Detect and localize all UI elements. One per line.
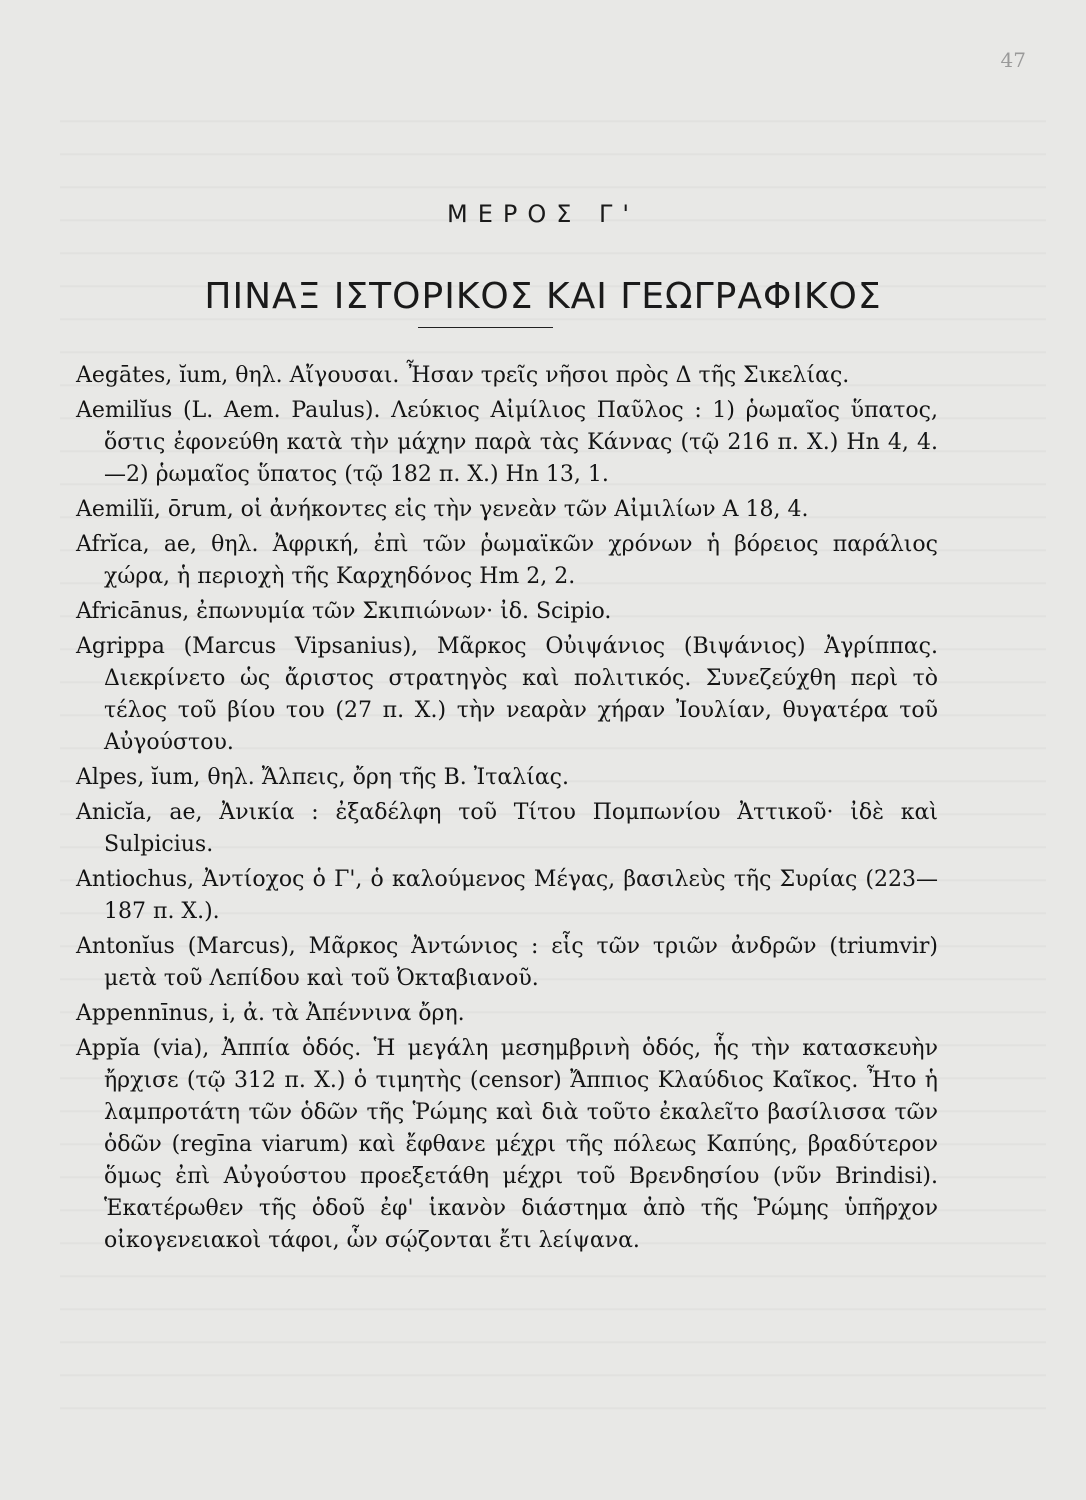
page-title: ΠΙΝΑΞ ΙΣΤΟΡΙΚΟΣ ΚΑΙ ΓΕΩΓΡΑΦΙΚΟΣ [204,276,882,318]
glossary-entry-agrippa: Agrippa (Marcus Vipsanius), Μᾶρκος Οὐιψάνιος (Βιψάνιος) Ἀγρίππας. Διεκρίνετο ὡς ἄριστος στρατηγὸς καὶ πολιτικός. Συνεζεύχθη περὶ τὸ τέλος τοῦ βίου του (27 π. Χ.) τὴν νεαρὰν χήραν Ἰουλίαν, θυγατέρα τοῦ Αὐγούστου. [76,634,938,755]
glossary-entry-anicia: Anicĭa, ae, Ἀνικία : ἐξαδέλφη τοῦ Τίτου Πομπωνίου Ἀττικοῦ· ἰδὲ καὶ Sulpicius. [76,800,938,857]
part-label: ΜΕΡΟΣ Γ' [447,200,639,228]
glossary-entry-appia: Appĭa (via), Ἀππία ὁδός. Ἡ μεγάλη μεσημβρινὴ ὁδός, ἧς τὴν κατασκευὴν ἤρχισε (τῷ 312 π. Χ.) ὁ τιμητὴς (censor) Ἄππιος Κλαύδιος Καῖκος. Ἦτο ἡ λαμπροτάτη τῶν ὁδῶν τῆς Ῥώμης καὶ διὰ τοῦτο ἐκαλεῖτο βασίλισσα τῶν ὁδῶν (regīna viarum) καὶ ἔφθανε μέχρι τῆς πόλεως Καπύης, βραδύτερον ὅμως ἐπὶ Αὐγούστου προεξετάθη μέχρι τοῦ Βρενδησίου (νῦν Brindisi). Ἑκατέρωθεν τῆς ὁδοῦ ἐφ' ἱκανὸν διάστημα ἀπὸ τῆς Ῥώμης ὑπῆρχον οἰκογενειακοὶ τάφοι, ὧν σῴζονται ἔτι λείψανα. [76,1036,938,1253]
glossary-entries [76,360,938,1260]
glossary-entry-aegates: Aegātes, ĭum, θηλ. Αἴγουσαι. Ἦσαν τρεῖς νῆσοι πρὸς Δ τῆς Σικελίας. [76,363,850,388]
glossary-entry-africanus: Africānus, ἐπωνυμία τῶν Σκιπιώνων· ἰδ. Scipio. [76,599,612,624]
glossary-entry-alpes: Alpes, ĭum, θηλ. Ἄλπεις, ὄρη τῆς Β. Ἰταλίας. [76,765,569,790]
glossary-entry-antiochus: Antiochus, Ἀντίοχος ὁ Γ', ὁ καλούμενος Μέγας, βασιλεὺς τῆς Συρίας (223—187 π. Χ.). [76,867,938,924]
glossary-entry-appenninus: Appennīnus, i, ἀ. τὰ Ἀπέννινα ὄρη. [76,1001,465,1026]
glossary-entry-aemilius: Aemilĭus (L. Aem. Paulus). Λεύκιος Αἰμίλιος Παῦλος : 1) ῥωμαῖος ὕπατος, ὅστις ἐφονεύθη κατὰ τὴν μάχην παρὰ τὰς Κάννας (τῷ 216 π. Χ.) Hn 4, 4.—2) ῥωμαῖος ὕπατος (τῷ 182 π. Χ.) Hn 13, 1. [76,398,938,487]
glossary-entry-aemilii: Aemilĭi, ōrum, οἱ ἀνήκοντες εἰς τὴν γενεὰν τῶν Αἰμιλίων A 18, 4. [76,497,809,522]
glossary-entry-antonius: Antonĭus (Marcus), Μᾶρκος Ἀντώνιος : εἷς τῶν τριῶν ἀνδρῶν (triumvir) μετὰ τοῦ Λεπίδου καὶ τοῦ Ὀκταβιανοῦ. [76,934,938,991]
page-number: 47 [1000,48,1026,72]
glossary-entry-africa: Afrĭca, ae, θηλ. Ἀφρική, ἐπὶ τῶν ῥωμαϊκῶν χρόνων ἡ βόρειος παράλιος χώρα, ἡ περιοχὴ τῆς Καρχηδόνος Hm 2, 2. [76,532,938,589]
title-divider [418,327,553,328]
